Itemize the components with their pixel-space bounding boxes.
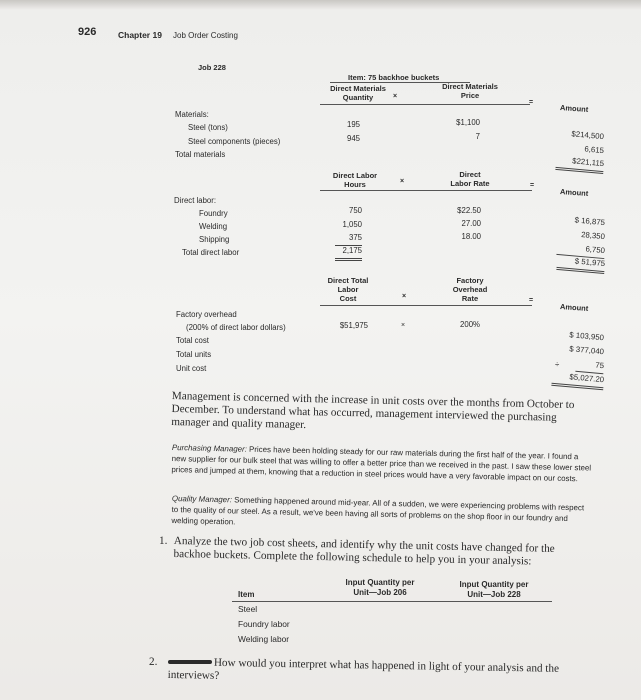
total-materials-amount: $221,115: [555, 153, 604, 174]
equals-sign: =: [529, 297, 534, 304]
labor-row-hours: 1,050: [342, 220, 362, 229]
schedule-col-job206: Input Quantity per Unit—Job 206: [345, 578, 415, 597]
material-row-label: Steel components (pieces): [188, 137, 281, 146]
col-amount: Amount: [559, 103, 589, 114]
schedule-row-item: Steel: [238, 604, 258, 614]
item-title: Item: 75 backhoe buckets: [348, 73, 440, 82]
labor-row-amount: 28,350: [580, 230, 606, 242]
q1-number: 1.: [159, 535, 168, 547]
schedule-col-job228: Input Quantity per Unit—Job 228: [459, 580, 529, 599]
col-dm-quantity: Direct Materials Quantity: [330, 84, 386, 102]
job-label: Job 228: [198, 63, 226, 72]
col-amount: Amount: [559, 302, 589, 313]
equals-sign: =: [530, 182, 535, 189]
overhead-sublabel: (200% of direct labor dollars): [186, 323, 286, 332]
times-sign: ×: [401, 322, 406, 329]
q1-text: Analyze the two job cost sheets, and identify why the unit costs have changed for the backhoe buckets. Complete the following schedule to help you in your analysis:: [173, 535, 555, 568]
overhead-header-rule: [320, 305, 532, 306]
total-units-label: Total units: [176, 350, 212, 359]
labor-row-hours: 375: [335, 231, 362, 246]
col-amount: Amount: [559, 187, 589, 198]
labor-row-rate: 27.00: [461, 219, 481, 228]
total-materials-label: Total materials: [175, 150, 226, 159]
material-row-qty: 195: [346, 120, 360, 129]
interview-quality: [171, 493, 592, 536]
divide-sign: ÷: [555, 360, 560, 369]
schedule-header-rule: [232, 601, 552, 602]
speaker-quality: Quality Manager:: [171, 493, 233, 505]
chapter-label: Chapter 19: [118, 30, 162, 40]
schedule-col-item: Item: [238, 590, 255, 599]
times-sign: ×: [393, 93, 398, 100]
overhead-amount: $ 103,950: [568, 330, 605, 343]
total-labor-hours: 2,175: [335, 244, 362, 261]
labor-row-amount: $ 16,875: [574, 215, 606, 228]
total-units-value: 75: [575, 357, 604, 374]
overhead-rate: 200%: [460, 320, 480, 329]
equals-sign: =: [529, 99, 534, 106]
materials-header-rule: [320, 104, 530, 105]
labor-header-rule: [320, 190, 532, 191]
material-row-amount: 6,615: [584, 144, 605, 156]
labor-row-rate: $22.50: [457, 206, 481, 215]
col-dl-rate: Direct Labor Rate: [450, 170, 490, 188]
speaker-purchasing: Purchasing Manager:: [171, 442, 247, 454]
labor-row-amount: 6,750: [556, 240, 605, 259]
overhead-label: Factory overhead: [176, 310, 237, 319]
schedule-row-item: Foundry labor: [238, 619, 290, 629]
q2-number: 2.: [149, 656, 158, 668]
q2-text: How would you interpret what has happened in light of your analysis and the interviews?: [167, 656, 560, 682]
labor-row-rate: 18.00: [461, 232, 481, 241]
labor-row-hours: 750: [348, 206, 362, 215]
material-row-label: Steel (tons): [188, 123, 228, 132]
interview-text: Something happened around mid-year. All of a sudden, we were experiencing problems with respect to the quality of our steel. As a result, we've been having all sorts of problems on the shop floor in our foundry and welding operation.: [171, 495, 585, 527]
labor-section-label: Direct labor:: [174, 196, 217, 205]
times-sign: ×: [400, 178, 405, 185]
total-cost-amount: $ 377,040: [568, 344, 605, 357]
unit-cost-value: $5,027.20: [551, 369, 604, 390]
total-labor-amount: $ 51,975: [556, 253, 605, 274]
overhead-cost: $51,975: [339, 321, 368, 330]
interview-text: Prices have been holding steady for our raw materials during the first half of the year. I found a new supplier for our bulk steel that was willing to offer a better price than we received in the past. I saw these lower steel prices and jumped at them, knowing that a reduction in steel prices would have a very favorable impact on our costs.: [171, 444, 592, 484]
material-row-price: $1,100: [456, 118, 480, 127]
total-cost-label: Total cost: [176, 336, 209, 345]
material-row-amount: $214,500: [571, 129, 605, 142]
col-dl-hours: Direct Labor Hours: [332, 171, 378, 189]
unit-cost-label: Unit cost: [176, 364, 207, 373]
page-shadow: [0, 0, 641, 10]
times-sign: ×: [402, 293, 407, 300]
schedule-row-item: Welding labor: [238, 634, 290, 644]
col-oh-cost: Direct Total Labor Cost: [327, 276, 369, 303]
col-oh-rate: Factory Overhead Rate: [452, 276, 488, 303]
materials-section-label: Materials:: [175, 110, 209, 119]
labor-row-label: Foundry: [199, 209, 228, 218]
chapter-title: Job Order Costing: [173, 31, 238, 40]
intro-paragraph: Management is concerned with the increase in unit costs over the months from October to December. To understand what has occurred, management interviewed the purchasing manager and quality manager.: [171, 390, 575, 432]
total-labor-label: Total direct labor: [182, 248, 240, 257]
material-row-qty: 945: [346, 134, 360, 143]
material-row-price: 7: [475, 132, 480, 141]
page-number: 926: [78, 26, 97, 38]
labor-row-label: Welding: [199, 222, 228, 231]
col-dm-price: Direct Materials Price: [442, 82, 498, 100]
labor-row-label: Shipping: [199, 235, 230, 244]
interview-purchasing: [171, 442, 592, 485]
